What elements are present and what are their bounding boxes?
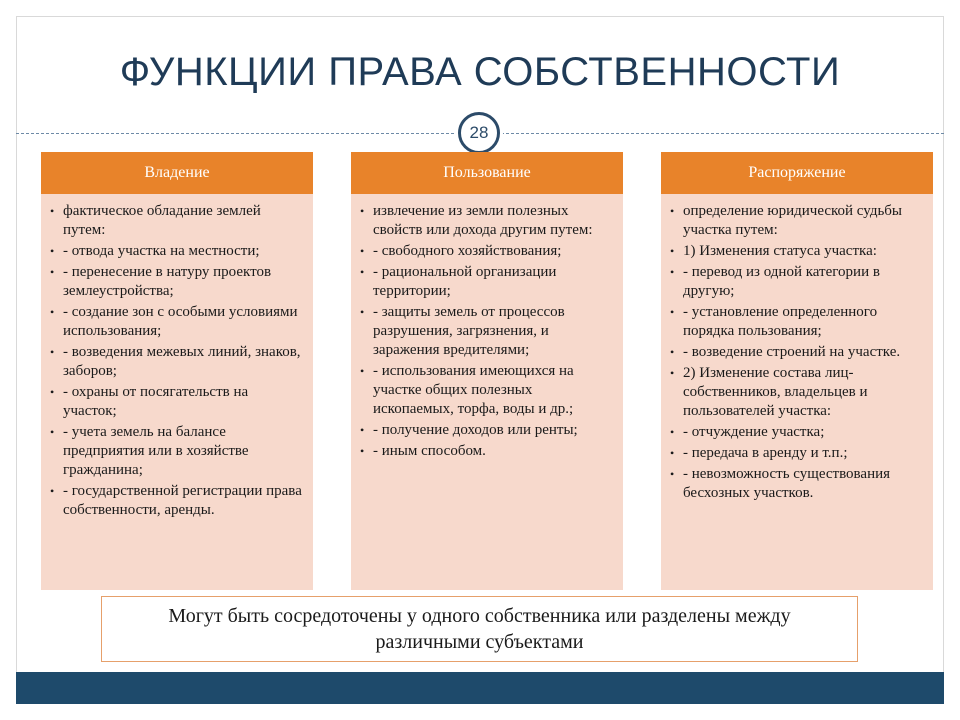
bullet-item: • - перевод из одной категории в другую;: [669, 263, 925, 301]
bullet-item: • - невозможность существования бесхозных участков.: [669, 465, 925, 503]
bullet-item: • определение юридической судьбы участка путем:: [669, 202, 925, 240]
bullet-item: • - охраны от посягательств на участок;: [49, 383, 305, 421]
column-vladenie: [41, 152, 313, 590]
slide-title: ФУНКЦИИ ПРАВА СОБСТВЕННОСТИ: [119, 50, 841, 94]
bullet-item: • фактическое обладание землей путем:: [49, 202, 305, 240]
bullet-item: • - получение доходов или ренты;: [359, 421, 615, 440]
bullet-item: • - установление определенного порядка пользования;: [669, 303, 925, 341]
column-header: Пользование: [351, 152, 623, 194]
column-body: [351, 194, 623, 590]
bullet-item: • - отчуждение участка;: [669, 423, 925, 442]
bullet-list: [49, 202, 305, 520]
column-polzovanie: [351, 152, 623, 590]
bullet-item: • - иным способом.: [359, 442, 615, 461]
bullet-item: • - рациональной организации территории;: [359, 263, 615, 301]
bullet-item: • - создание зон с особыми условиями использования;: [49, 303, 305, 341]
column-header: Владение: [41, 152, 313, 194]
slide-number-badge: 28: [458, 112, 500, 154]
column-header: Распоряжение: [661, 152, 933, 194]
column-body: [41, 194, 313, 590]
bullet-item: • - возведения межевых линий, знаков, заборов;: [49, 343, 305, 381]
bullet-item: • - учета земель на балансе предприятия или в хозяйстве гражданина;: [49, 423, 305, 480]
bullet-item: • - перенесение в натуру проектов землеустройства;: [49, 263, 305, 301]
bullet-list: [669, 202, 925, 503]
bullet-item: • 1) Изменения статуса участка:: [669, 242, 925, 261]
bullet-item: • - использования имеющихся на участке общих полезных ископаемых, торфа, воды и др.;: [359, 362, 615, 419]
bullet-item: • - возведение строений на участке.: [669, 343, 925, 362]
bullet-item: • - свободного хозяйствования;: [359, 242, 615, 261]
column-body: [661, 194, 933, 590]
bullet-item: • - отвода участка на местности;: [49, 242, 305, 261]
bullet-item: • - защиты земель от процессов разрушения, загрязнения, и заражения вредителями;: [359, 303, 615, 360]
summary-note: Могут быть сосредоточены у одного собственника или разделены между различными субъектами: [101, 596, 858, 662]
bullet-item: • извлечение из земли полезных свойств или дохода другим путем:: [359, 202, 615, 240]
bullet-item: • - государственной регистрации права собственности, аренды.: [49, 482, 305, 520]
footer-bar: [16, 672, 944, 704]
column-rasporyazhenie: [661, 152, 933, 590]
bullet-item: • - передача в аренду и т.п.;: [669, 444, 925, 463]
bullet-list: [359, 202, 615, 461]
bullet-item: • 2) Изменение состава лиц-собственников, владельцев и пользователей участка:: [669, 364, 925, 421]
